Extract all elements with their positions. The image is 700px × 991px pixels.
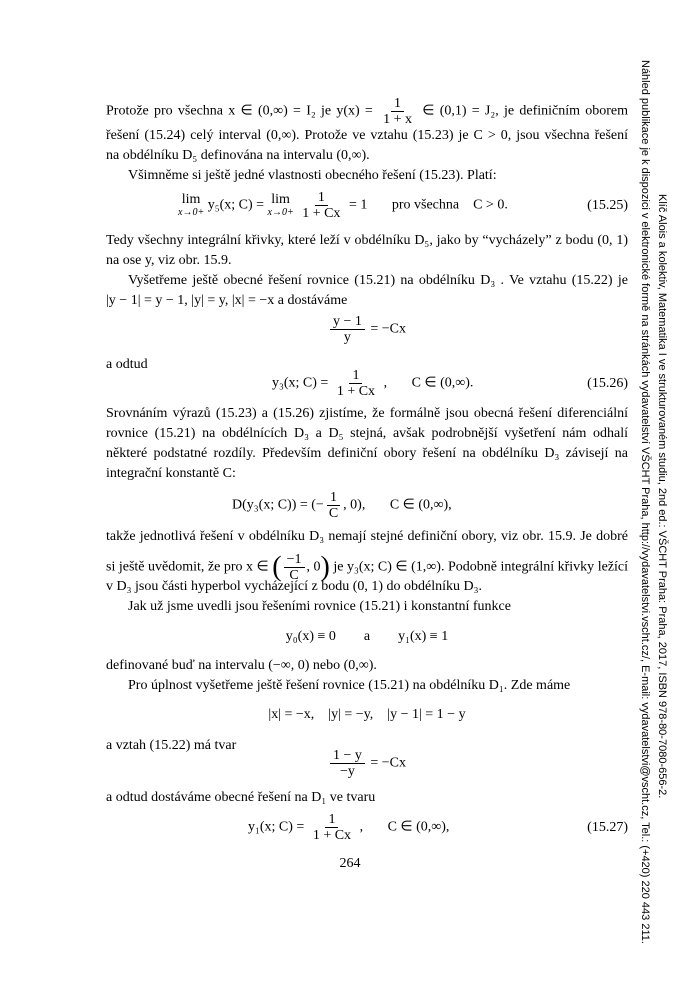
equation-15-26: y₃(x; C) = $\frac{1}{1 + Cx}$ , C ∈ (0,∞). — [272, 368, 474, 399]
fraction: $\frac{1}{1 + x}$ — [383, 96, 412, 127]
equation-number: (15.25) — [587, 198, 628, 213]
limit-operator: lim x→0+ — [267, 191, 294, 218]
text-line: Tedy všechny integrální křivky, které leží v obdélníku D₅, jako by “vycházely” z bodu (0, 1) — [106, 233, 628, 248]
text-line: Srovnáním výrazů (15.23) a (15.26) zjistíme, že formálně jsou obecná řešení diferenciální — [106, 406, 628, 421]
equation-domain: D(y₃(x; C)) = (− $\frac{1}{C}$ , 0), C ∈ (0,∞), — [232, 490, 452, 521]
text-line: Vyšetřeme ještě obecné řešení rovnice (15.21) na obdélníku D₃ . Ve vztahu (15.22) je — [128, 273, 628, 288]
text-line: integrační konstantě C: — [106, 466, 236, 481]
text-line: a vztah (15.22) má tvar — [106, 738, 237, 753]
fraction: $\frac{1}{C}$ — [328, 490, 339, 521]
page-number: 264 — [339, 856, 361, 871]
text-line: takže jednotlivá řešení v obdélníku D₃ nemají stejné definiční obory, viz obr. 15.9. Je dobré — [106, 529, 628, 544]
text-line: a odtud dostáváme obecné řešení na D₁ ve tvaru — [106, 790, 376, 805]
equation-number: (15.26) — [587, 376, 628, 391]
equation-constants: y₀(x) ≡ 0 a y₁(x) ≡ 1 — [285, 629, 449, 644]
text-line: Jak už jsme uvedli jsou řešeními rovnice (15.21) i konstantní funkce — [128, 599, 511, 614]
text-line: Protože pro všechna x ∈ (0,∞) = I₂ je y(x) = $\frac{1}{1 + x}$ ∈ (0,1) = J₂, je definičním oborem — [106, 96, 629, 127]
publisher-note-line: Náhled publikace je k dispozici v elektronické formě na stránkách vydavatelství VŠCHT Praha, http://vydavatelstvi.vscht.cz/, E-mail: vydavatelstvi@vscht.cz, Tel.: (+420) 220 443 211. — [639, 60, 651, 944]
text-line: rovnice (15.21) na obdélnících D₃ a D₅ stejná, avšak podrobnější vyšetření nám odhalí — [106, 426, 628, 441]
equation-15-25: lim x→0+ y₅(x; C) = lim x→0+ $\frac{1}{1 + Cx}$ = 1 pro všechna C > 0. — [178, 190, 508, 221]
equation-display: $\frac{y - 1}{y}$ = −Cx — [106, 314, 628, 345]
text-line: Pro úplnost vyšetřeme ještě řešení rovnice (15.21) na obdélníku D₁. Zde máme — [128, 678, 571, 693]
fraction: $\frac{-1}{C}$ — [284, 552, 305, 583]
text-line: definované buď na intervalu (−∞, 0) nebo (0,∞). — [106, 658, 377, 673]
fraction: $\frac{1 - y}{-y}$ — [330, 748, 365, 779]
text-line: |y − 1| = y − 1, |y| = y, |x| = −x a dostáváme — [106, 293, 348, 308]
equation-display: $\frac{1 - y}{-y}$ = −Cx — [106, 748, 628, 779]
fraction: $\frac{1}{1 + Cx}$ — [312, 812, 352, 843]
text-line: některé podstatné rozdíly. Především definiční obory řešení na obdélníku D₃ závisejí na — [106, 446, 628, 461]
limit-operator: lim x→0+ — [178, 191, 205, 218]
fraction: $\frac{1}{1 + Cx}$ — [302, 190, 341, 221]
text-line: řešení (15.24) celý interval (0,∞). Protože ve vztahu (15.23) je C > 0, jsou všechna řešení — [106, 128, 628, 143]
publisher-note — [639, 60, 670, 944]
text-line: v D₃ jsou části hyperbol vycházející z bodu (0, 1) do obdélníku D₃. — [106, 579, 483, 594]
equation-15-27: y₁(x; C) = $\frac{1}{1 + Cx}$ , C ∈ (0,∞), — [248, 812, 450, 843]
text-line: na ose y, viz obr. 15.9. — [106, 253, 232, 268]
text-line: a odtud — [106, 357, 148, 372]
fraction: $\frac{1}{1 + Cx}$ — [336, 368, 376, 399]
text-line: si ještě uvědomit, že pro x ∈ ( $\frac{-1}{C}$ , 0) je y₃(x; C) ∈ (1,∞). Podobně integrální křivky ležící — [106, 551, 629, 583]
text-line: na obdélníku D₅ definována na intervalu (0,∞). — [106, 148, 370, 163]
text-line: Všimněme si ještě jedné vlastnosti obecného řešení (15.23). Platí: — [128, 168, 497, 183]
fraction: $\frac{y - 1}{y}$ — [330, 314, 365, 345]
equation-abs: |x| = −x, |y| = −y, |y − 1| = 1 − y — [268, 707, 466, 722]
publisher-note-line: Klíč Alois a kolektiv, Matematika I ve strukturovaném studiu, 2nd ed.: VŠCHT Praha: Praha, 2017, ISBN 978-80-7080-656-2. — [656, 194, 668, 799]
equation-number: (15.27) — [587, 820, 628, 835]
